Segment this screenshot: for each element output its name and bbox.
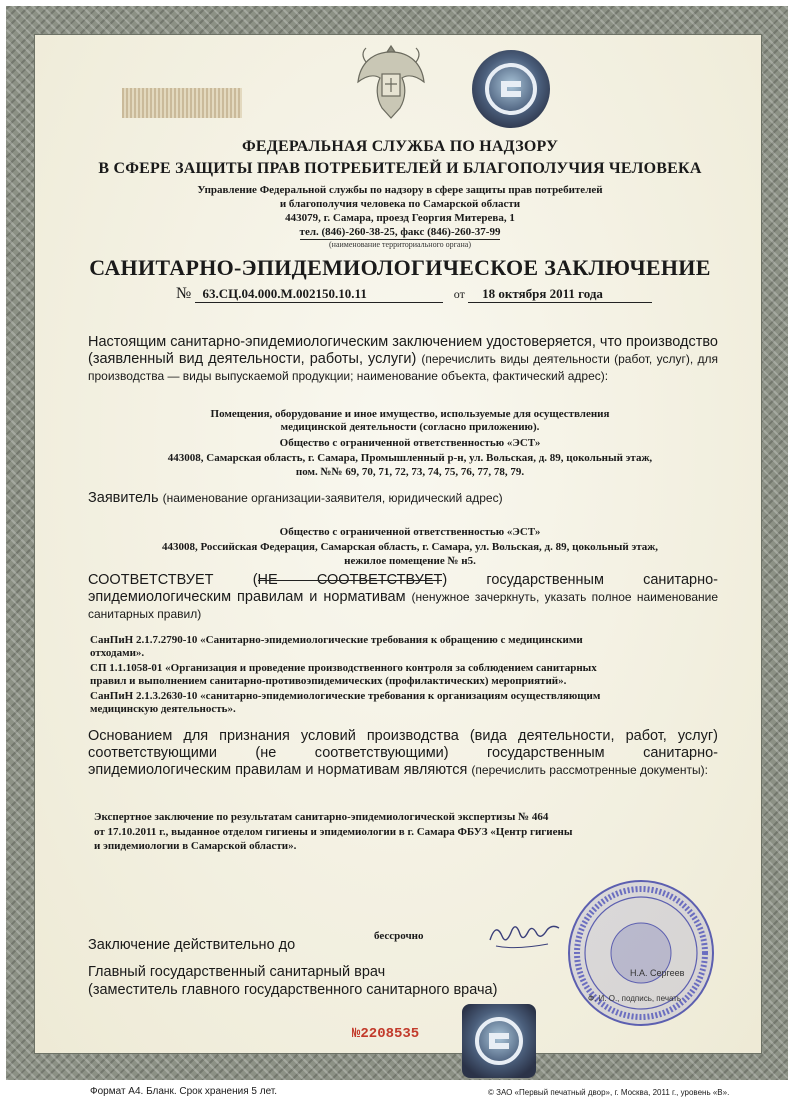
basis-text: Основанием для признания условий производства (вида деятельности, работ, услуг) соответствующими (не соответствующими) государственным санитарно-эпидемиологическим правилам и нормативам являются	[88, 728, 718, 778]
certificate-date: 18 октября 2011 года	[468, 286, 652, 303]
authority-hint: (наименование территориального органа)	[329, 240, 471, 249]
rule-3-line2: медицинскую деятельность».	[90, 703, 236, 715]
validity-value: бессрочно	[374, 930, 424, 942]
state-emblem-icon	[352, 38, 430, 128]
intro-text: Настоящим санитарно-эпидемиологическим заключением удостоверяется, что производство (заявленный вид деятельности, работы, услуги)	[88, 334, 718, 367]
applicant-label-line	[88, 490, 718, 507]
compliance-paragraph	[88, 572, 718, 623]
certificate-number-line	[176, 285, 652, 303]
agency-name-line2: В СФЕРЕ ЗАЩИТЫ ПРАВ ПОТРЕБИТЕЛЕЙ И БЛАГОПОЛУЧИЯ ЧЕЛОВЕКА	[98, 160, 702, 177]
authority-line2: и благополучия человека по Самарской области	[279, 198, 521, 210]
applicant-line1: Общество с ограниченной ответственностью «ЭСТ»	[279, 526, 541, 538]
validity-label: Заключение действительно до	[88, 937, 296, 953]
authority-line1: Управление Федеральной службы по надзору в сфере защиты прав потребителей	[197, 184, 603, 196]
expert-line2: от 17.10.2011 г., выданное отделом гигиены и эпидемиологии в г. Самара ФБУЗ «Центр гигиены	[94, 826, 573, 838]
chief-name: Н.А. Сергеев	[630, 968, 685, 978]
basis-paragraph	[88, 728, 718, 779]
applicant-line2: 443008, Российская Федерация, Самарская область, г. Самара, ул. Вольская, д. 89, цокольный этаж,	[161, 541, 659, 553]
document-title: САНИТАРНО-ЭПИДЕМИОЛОГИЧЕСКОЕ ЗАКЛЮЧЕНИЕ	[89, 255, 711, 280]
chief-title: Главный государственный санитарный врач	[88, 964, 386, 980]
applicant-line3: нежилое помещение № н5.	[344, 555, 476, 567]
authority-address: 443079, г. Самара, проезд Георгия Митерева, 1	[285, 212, 515, 224]
footer-format: Формат А4. Бланк. Срок хранения 5 лет.	[90, 1086, 278, 1097]
compliance-hint: (ненужное зачеркнуть, указать полное наименование санитарных правил)	[88, 590, 718, 621]
chief-hint: Ф. И. О., подпись, печать	[588, 994, 682, 1003]
agency-name-line1: ФЕДЕРАЛЬНАЯ СЛУЖБА ПО НАДЗОРУ	[241, 138, 559, 155]
compliance-rest: государственным санитарно-эпидемиологическим правилам и нормативам	[88, 572, 718, 605]
compliance-close: )	[442, 572, 448, 588]
compliance-word: СООТВЕТСТВУЕТ	[88, 572, 214, 588]
basis-hint: (перечислить рассмотренные документы):	[471, 763, 708, 777]
footer-printer: © ЗАО «Первый печатный двор», г. Москва, 2011 г., уровень «В».	[488, 1088, 730, 1097]
rule-3-line1: СанПиН 2.1.3.2630-10 «санитарно-эпидемиологические требования к организациям осуществляющим	[90, 690, 601, 702]
compliance-struck: НЕ СООТВЕТСТВУЕТ	[257, 572, 443, 588]
rule-2-line2: правил и выполнением санитарно-противоэпидемических (профилактических) мероприятий».	[90, 675, 567, 687]
official-stamp-icon	[566, 878, 716, 1028]
security-guilloche	[122, 88, 242, 118]
signature-icon	[486, 918, 566, 954]
object-line3: Общество с ограниченной ответственностью «ЭСТ»	[279, 437, 541, 449]
authority-phone-text: тел. (846)-260-38-25, факс (846)-260-37-99	[299, 226, 501, 238]
hologram-bottom-icon	[458, 1000, 540, 1082]
expert-line1: Экспертное заключение по результатам санитарно-эпидемиологической экспертизы № 464	[94, 811, 549, 823]
intro-hint: (перечислить виды деятельности (работ, услуг), для производства — виды выпускаемой продукции; наименование объекта, фактический адрес):	[88, 352, 719, 383]
number-prefix: №	[176, 285, 192, 302]
serial-number: №2208535	[352, 1026, 420, 1042]
rule-1-line2: отходами».	[90, 647, 145, 659]
object-line1: Помещения, оборудование и иное имущество, используемые для осуществления	[210, 408, 610, 420]
object-line4: 443008, Самарская область, г. Самара, Промышленный р-н, ул. Вольская, д. 89, цокольный этаж,	[167, 452, 653, 464]
hologram-icon	[470, 48, 552, 130]
object-line2: медицинской деятельности (согласно приложению).	[280, 421, 540, 433]
certificate-number: 63.СЦ.04.000.М.002150.10.11	[195, 286, 443, 303]
rule-2-line1: СП 1.1.1058-01 «Организация и проведение производственного контроля за соблюдением санитарных	[90, 662, 597, 674]
applicant-hint: (наименование организации-заявителя, юридический адрес)	[162, 491, 503, 505]
compliance-open: (	[213, 572, 258, 588]
object-line5: пом. №№ 69, 70, 71, 72, 73, 74, 75, 76, 77, 78, 79.	[295, 466, 525, 478]
intro-paragraph	[88, 334, 718, 385]
chief-title-deputy: (заместитель главного государственного санитарного врача)	[88, 982, 498, 998]
applicant-label: Заявитель	[88, 490, 163, 506]
expert-line3: и эпидемиологии в Самарской области».	[94, 840, 297, 852]
number-from: от	[453, 287, 465, 301]
rule-1-line1: СанПиН 2.1.7.2790-10 «Санитарно-эпидемиологические требования к обращению с медицинскими	[90, 634, 583, 646]
